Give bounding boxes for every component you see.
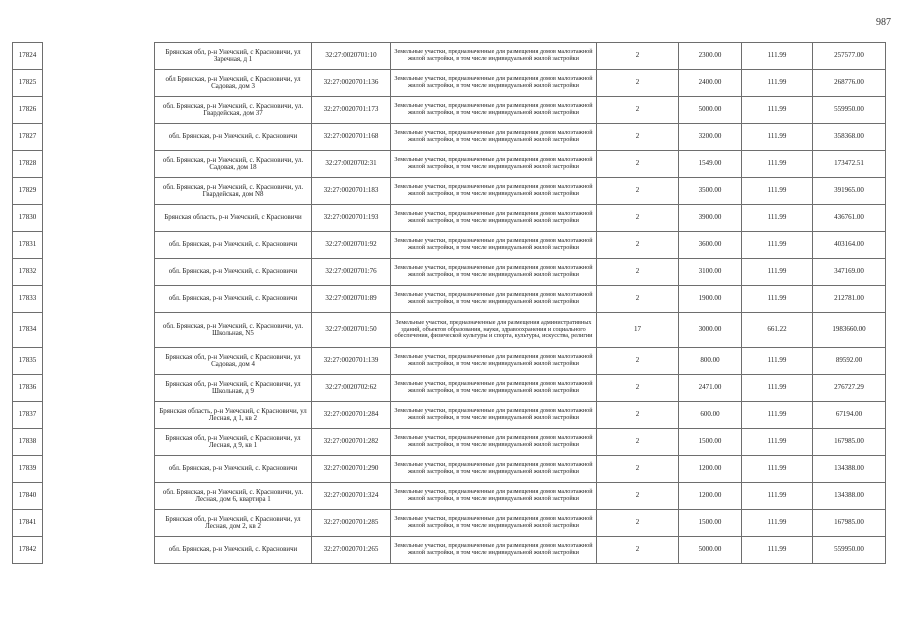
unit-value-cell: 111.99 [742,483,813,510]
row-number-cell: 17838 [13,429,43,456]
row-number-cell: 17842 [13,537,43,564]
area-cell: 2300.00 [679,43,742,70]
cadastral-value-cell: 134388.00 [813,483,886,510]
cadastral-value-cell: 167985.00 [813,510,886,537]
row-number-cell: 17829 [13,178,43,205]
address-cell: обл. Брянская, р-н Унечский, с. Красновичи [155,456,312,483]
unit-value-cell: 111.99 [742,70,813,97]
table-row [13,286,886,313]
area-cell: 3000.00 [679,313,742,348]
cadastral-number-cell: 32:27:0020702:62 [312,375,391,402]
spacer-cell [43,537,155,564]
unit-value-cell: 111.99 [742,510,813,537]
address-cell: Брянская обл, р-н Унечский, с Красновичи, ул Лесная, дом 2, кв 2 [155,510,312,537]
cadastral-value-cell: 212781.00 [813,286,886,313]
cadastral-number-cell: 32:27:0020701:183 [312,178,391,205]
table-row [13,402,886,429]
land-use-cell: Земельные участки, предназначенные для размещения домов малоэтажной жилой застройки, в том числе индивидуальной жилой застройки [391,402,597,429]
spacer-cell [43,205,155,232]
row-number-cell: 17837 [13,402,43,429]
cadastral-value-cell: 257577.00 [813,43,886,70]
cadastral-value-cell: 559950.00 [813,97,886,124]
unit-value-cell: 111.99 [742,205,813,232]
unit-value-cell: 111.99 [742,348,813,375]
cadastral-number-cell: 32:27:0020701:50 [312,313,391,348]
unit-value-cell: 111.99 [742,402,813,429]
land-use-cell: Земельные участки, предназначенные для размещения домов малоэтажной жилой застройки, в том числе индивидуальной жилой застройки [391,70,597,97]
area-cell: 800.00 [679,348,742,375]
row-number-cell: 17836 [13,375,43,402]
cadastral-value-cell: 276727.29 [813,375,886,402]
address-cell: обл Брянская, р-н Унечский, с Красновичи, ул Садовая, дом 3 [155,70,312,97]
row-number-cell: 17832 [13,259,43,286]
table-row [13,43,886,70]
cadastral-value-cell: 134388.00 [813,456,886,483]
spacer-cell [43,510,155,537]
cadastral-number-cell: 32:27:0020701:139 [312,348,391,375]
cadastral-value-cell: 268776.00 [813,70,886,97]
area-cell: 1549.00 [679,151,742,178]
cadastral-value-cell: 1983660.00 [813,313,886,348]
cadastral-number-cell: 32:27:0020701:92 [312,232,391,259]
unit-value-cell: 111.99 [742,375,813,402]
use-group-cell: 2 [597,537,679,564]
land-use-cell: Земельные участки, предназначенные для размещения административных зданий, объектов образования, науки, здравоохранения и социального обеспечения, физической культуры и спорта, культуры, искусства, религии [391,313,597,348]
land-use-cell: Земельные участки, предназначенные для размещения домов малоэтажной жилой застройки, в том числе индивидуальной жилой застройки [391,151,597,178]
table-row [13,151,886,178]
cadastral-value-cell: 436761.00 [813,205,886,232]
land-use-cell: Земельные участки, предназначенные для размещения домов малоэтажной жилой застройки, в том числе индивидуальной жилой застройки [391,178,597,205]
cadastral-number-cell: 32:27:0020702:31 [312,151,391,178]
cadastral-value-cell: 559950.00 [813,537,886,564]
cadastral-number-cell: 32:27:0020701:173 [312,97,391,124]
land-use-cell: Земельные участки, предназначенные для размещения домов малоэтажной жилой застройки, в том числе индивидуальной жилой застройки [391,348,597,375]
row-number-cell: 17826 [13,97,43,124]
unit-value-cell: 111.99 [742,97,813,124]
cadastral-value-cell: 347169.00 [813,259,886,286]
area-cell: 1900.00 [679,286,742,313]
unit-value-cell: 111.99 [742,151,813,178]
address-cell: обл. Брянская, р-н Унечский, с. Красновичи, ул. Гвардейская, дом N8 [155,178,312,205]
address-cell: обл. Брянская, р-н Унечский, с. Красновичи, ул. Школьная, N5 [155,313,312,348]
spacer-cell [43,97,155,124]
use-group-cell: 2 [597,483,679,510]
use-group-cell: 2 [597,402,679,429]
table-row [13,429,886,456]
unit-value-cell: 661.22 [742,313,813,348]
land-use-cell: Земельные участки, предназначенные для размещения домов малоэтажной жилой застройки, в том числе индивидуальной жилой застройки [391,259,597,286]
cadastral-number-cell: 32:27:0020701:193 [312,205,391,232]
land-use-cell: Земельные участки, предназначенные для размещения домов малоэтажной жилой застройки, в том числе индивидуальной жилой застройки [391,232,597,259]
table-row [13,259,886,286]
use-group-cell: 2 [597,43,679,70]
row-number-cell: 17830 [13,205,43,232]
area-cell: 1500.00 [679,510,742,537]
address-cell: обл. Брянская, р-н Унечский, с. Красновичи, ул. Гвардейская, дом 37 [155,97,312,124]
land-use-cell: Земельные участки, предназначенные для размещения домов малоэтажной жилой застройки, в том числе индивидуальной жилой застройки [391,205,597,232]
table-row [13,483,886,510]
land-use-cell: Земельные участки, предназначенные для размещения домов малоэтажной жилой застройки, в том числе индивидуальной жилой застройки [391,286,597,313]
land-use-cell: Земельные участки, предназначенные для размещения домов малоэтажной жилой застройки, в том числе индивидуальной жилой застройки [391,124,597,151]
area-cell: 1200.00 [679,483,742,510]
unit-value-cell: 111.99 [742,286,813,313]
spacer-cell [43,178,155,205]
use-group-cell: 2 [597,205,679,232]
spacer-cell [43,259,155,286]
use-group-cell: 2 [597,510,679,537]
address-cell: обл. Брянская, р-н Унечский, с. Красновичи [155,124,312,151]
use-group-cell: 2 [597,456,679,483]
spacer-cell [43,348,155,375]
cadastral-number-cell: 32:27:0020701:76 [312,259,391,286]
area-cell: 2471.00 [679,375,742,402]
page-number: 987 [876,17,891,28]
land-use-cell: Земельные участки, предназначенные для размещения домов малоэтажной жилой застройки, в том числе индивидуальной жилой застройки [391,97,597,124]
use-group-cell: 2 [597,375,679,402]
unit-value-cell: 111.99 [742,429,813,456]
address-cell: обл. Брянская, р-н Унечский, с. Красновичи, ул. Садовая, дом 18 [155,151,312,178]
cadastral-number-cell: 32:27:0020701:324 [312,483,391,510]
address-cell: обл. Брянская, р-н Унечский, с. Красновичи [155,259,312,286]
table-row [13,232,886,259]
cadastral-number-cell: 32:27:0020701:285 [312,510,391,537]
area-cell: 3500.00 [679,178,742,205]
address-cell: Брянская обл, р-н Унечский, с Красновичи, ул Школьная, д 9 [155,375,312,402]
spacer-cell [43,70,155,97]
table-row [13,375,886,402]
row-number-cell: 17825 [13,70,43,97]
cadastral-number-cell: 32:27:0020701:284 [312,402,391,429]
unit-value-cell: 111.99 [742,124,813,151]
table-row [13,97,886,124]
spacer-cell [43,429,155,456]
cadastral-number-cell: 32:27:0020701:168 [312,124,391,151]
table-body [13,43,886,564]
cadastral-number-cell: 32:27:0020701:89 [312,286,391,313]
area-cell: 600.00 [679,402,742,429]
cadastral-number-cell: 32:27:0020701:290 [312,456,391,483]
unit-value-cell: 111.99 [742,456,813,483]
cadastral-value-cell: 89592.00 [813,348,886,375]
cadastral-value-cell: 403164.00 [813,232,886,259]
address-cell: обл. Брянская, р-н Унечский, с. Красновичи [155,537,312,564]
use-group-cell: 2 [597,232,679,259]
row-number-cell: 17841 [13,510,43,537]
land-use-cell: Земельные участки, предназначенные для размещения домов малоэтажной жилой застройки, в том числе индивидуальной жилой застройки [391,537,597,564]
table-row [13,348,886,375]
spacer-cell [43,232,155,259]
table-row [13,510,886,537]
row-number-cell: 17839 [13,456,43,483]
spacer-cell [43,313,155,348]
row-number-cell: 17824 [13,43,43,70]
address-cell: Брянская область, р-н Унечский, с Красновичи [155,205,312,232]
spacer-cell [43,375,155,402]
area-cell: 3900.00 [679,205,742,232]
row-number-cell: 17833 [13,286,43,313]
cadastral-value-cell: 167985.00 [813,429,886,456]
land-use-cell: Земельные участки, предназначенные для размещения домов малоэтажной жилой застройки, в том числе индивидуальной жилой застройки [391,456,597,483]
spacer-cell [43,456,155,483]
table-row [13,178,886,205]
land-use-cell: Земельные участки, предназначенные для размещения домов малоэтажной жилой застройки, в том числе индивидуальной жилой застройки [391,483,597,510]
use-group-cell: 2 [597,348,679,375]
use-group-cell: 2 [597,151,679,178]
cadastral-number-cell: 32:27:0020701:136 [312,70,391,97]
address-cell: обл. Брянская, р-н Унечский, с. Красновичи, ул. Лесная, дом 6, квартира 1 [155,483,312,510]
spacer-cell [43,124,155,151]
cadastral-value-cell: 391965.00 [813,178,886,205]
use-group-cell: 2 [597,178,679,205]
cadastral-value-cell: 358368.00 [813,124,886,151]
row-number-cell: 17834 [13,313,43,348]
use-group-cell: 2 [597,70,679,97]
land-use-cell: Земельные участки, предназначенные для размещения домов малоэтажной жилой застройки, в том числе индивидуальной жилой застройки [391,429,597,456]
unit-value-cell: 111.99 [742,232,813,259]
use-group-cell: 2 [597,97,679,124]
area-cell: 1200.00 [679,456,742,483]
table-row [13,456,886,483]
table-row [13,70,886,97]
cadastral-number-cell: 32:27:0020701:265 [312,537,391,564]
area-cell: 3600.00 [679,232,742,259]
table-row [13,205,886,232]
cadastral-value-cell: 173472.51 [813,151,886,178]
cadastral-value-cell: 67194.00 [813,402,886,429]
area-cell: 5000.00 [679,537,742,564]
spacer-cell [43,286,155,313]
use-group-cell: 2 [597,286,679,313]
spacer-cell [43,483,155,510]
address-cell: Брянская обл, р-н Унечский, с Красновичи, ул Заречная, д 1 [155,43,312,70]
address-cell: Брянская область, р-н Унечский, с Красновичи, ул Лесная, д 1, кв 2 [155,402,312,429]
address-cell: обл. Брянская, р-н Унечский, с. Красновичи [155,232,312,259]
area-cell: 5000.00 [679,97,742,124]
land-use-cell: Земельные участки, предназначенные для размещения домов малоэтажной жилой застройки, в том числе индивидуальной жилой застройки [391,510,597,537]
row-number-cell: 17831 [13,232,43,259]
area-cell: 2400.00 [679,70,742,97]
use-group-cell: 2 [597,429,679,456]
row-number-cell: 17835 [13,348,43,375]
unit-value-cell: 111.99 [742,43,813,70]
spacer-cell [43,43,155,70]
land-use-cell: Земельные участки, предназначенные для размещения домов малоэтажной жилой застройки, в том числе индивидуальной жилой застройки [391,375,597,402]
land-use-cell: Земельные участки, предназначенные для размещения домов малоэтажной жилой застройки, в том числе индивидуальной жилой застройки [391,43,597,70]
unit-value-cell: 111.99 [742,537,813,564]
row-number-cell: 17827 [13,124,43,151]
address-cell: Брянская обл, р-н Унечский, с Красновичи, ул Лесная, д 9, кв 1 [155,429,312,456]
area-cell: 1500.00 [679,429,742,456]
row-number-cell: 17840 [13,483,43,510]
spacer-cell [43,151,155,178]
unit-value-cell: 111.99 [742,178,813,205]
table-row [13,124,886,151]
use-group-cell: 17 [597,313,679,348]
area-cell: 3100.00 [679,259,742,286]
address-cell: обл. Брянская, р-н Унечский, с. Красновичи [155,286,312,313]
area-cell: 3200.00 [679,124,742,151]
unit-value-cell: 111.99 [742,259,813,286]
address-cell: Брянская обл, р-н Унечский, с Красновичи, ул Садовая, дом 4 [155,348,312,375]
use-group-cell: 2 [597,259,679,286]
table-row [13,313,886,348]
spacer-cell [43,402,155,429]
cadastral-number-cell: 32:27:0020701:10 [312,43,391,70]
land-plots-table [12,42,886,564]
cadastral-number-cell: 32:27:0020701:282 [312,429,391,456]
use-group-cell: 2 [597,124,679,151]
table-row [13,537,886,564]
row-number-cell: 17828 [13,151,43,178]
